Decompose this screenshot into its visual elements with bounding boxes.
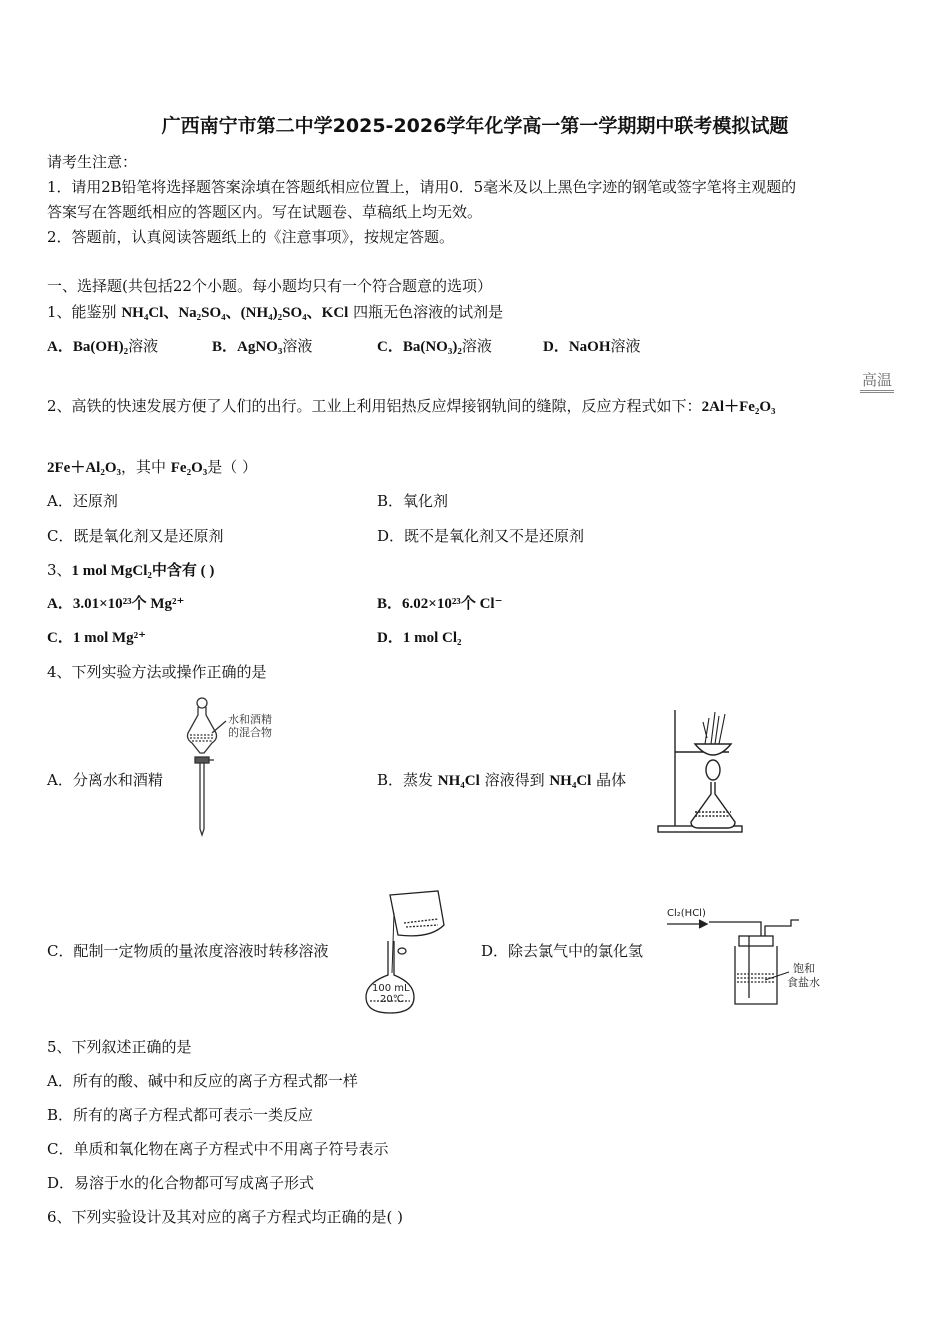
question-1-option-b[interactable] <box>212 336 312 357</box>
question-number: 2、 <box>47 397 72 415</box>
question-number: 1、 <box>47 303 72 321</box>
section-heading: 一、选择题(共包括22个小题。每小题均只有一个符合题意的选项） <box>47 277 492 295</box>
question-2-option-c[interactable]: C．既是氧化剂又是还原剂 <box>47 527 224 545</box>
question-2-option-d[interactable]: D．既不是氧化剂又不是还原剂 <box>377 527 585 545</box>
question-5-option-a[interactable]: A．所有的酸、碱中和反应的离子方程式都一样 <box>47 1072 358 1090</box>
option-formula: NaOH <box>568 339 611 355</box>
question-number: 6、 <box>47 1208 72 1226</box>
reaction-condition <box>860 370 894 390</box>
question-2-formula: Fe₂O₃ <box>170 460 208 476</box>
question-5-stem-text: 下列叙述正确的是 <box>71 1038 192 1056</box>
question-4-option-c[interactable]: C．配制一定物质的量浓度溶液时转移溶液 <box>47 942 329 960</box>
figure-a-label-line-1: 水和酒精 <box>228 713 272 726</box>
question-3-option-d[interactable] <box>377 628 462 648</box>
option-label: A． <box>47 596 73 612</box>
option-text: 溶液得到 <box>479 771 550 789</box>
option-text: 溶液 <box>461 337 492 355</box>
question-2-tail-a: ，其中 <box>120 458 171 476</box>
option-text: B．蒸发 <box>377 771 438 789</box>
question-4-option-b[interactable] <box>377 770 626 791</box>
reaction-condition-text: 高温 <box>860 371 894 393</box>
separatory-funnel-figure <box>182 693 287 841</box>
option-text: 个 Cl⁻ <box>460 596 503 612</box>
option-value: 1 mol Cl₂ <box>402 630 462 646</box>
option-formula: Ba(NO₃)₂ <box>402 339 462 355</box>
question-4-option-d[interactable]: D．除去氯气中的氯化氢 <box>481 942 644 960</box>
question-2-option-a[interactable]: A．还原剂 <box>47 492 118 510</box>
reaction-reactants: 2Al＋Fe₂O₃ <box>701 399 776 415</box>
evaporation-setup-figure <box>655 704 745 836</box>
figure-c-label-line-2: 20℃ <box>380 994 404 1005</box>
question-1-option-c[interactable] <box>377 336 492 357</box>
question-4-stem <box>47 662 267 682</box>
option-label: C． <box>47 630 73 646</box>
option-label: A． <box>47 339 73 355</box>
question-3-option-b[interactable] <box>377 594 502 614</box>
question-3-stem-tail: 中含有 ( ) <box>151 563 215 579</box>
notice-item-1-line-2: 答案写在答题纸相应的答题区内。写在试题卷、草稿纸上均无效。 <box>47 203 483 221</box>
question-5-option-d[interactable]: D．易溶于水的化合物都可写成离子形式 <box>47 1174 315 1192</box>
question-5-stem <box>47 1037 192 1057</box>
question-4-stem-text: 下列实验方法或操作正确的是 <box>71 663 267 681</box>
reaction-products: 2Fe＋Al₂O₃ <box>47 460 121 476</box>
question-4-option-a[interactable]: A．分离水和酒精 <box>47 771 163 789</box>
option-text: 溶液 <box>128 337 159 355</box>
question-1-stem-tail: 四瓶无色溶液的试剂是 <box>348 303 504 321</box>
question-6-stem-text: 下列实验设计及其对应的离子方程式均正确的是( ) <box>71 1208 404 1226</box>
question-number: 4、 <box>47 663 72 681</box>
question-3-formula: 1 mol MgCl₂ <box>71 563 152 579</box>
question-1-option-d[interactable] <box>543 336 641 357</box>
option-formula: NH₄Cl <box>549 773 592 789</box>
figure-c-label-line-1: 100 mL <box>372 983 410 994</box>
question-1-stem <box>47 302 503 323</box>
question-2-stem <box>47 396 776 417</box>
notice-heading: 请考生注意： <box>47 153 138 171</box>
option-formula: AgNO₃ <box>237 339 283 355</box>
option-value: 3.01×10²³ <box>72 596 132 612</box>
option-label: D． <box>377 630 403 646</box>
option-text: 晶体 <box>591 771 627 789</box>
notice-item-2: 2．答题前，认真阅读答题纸上的《注意事项》，按规定答题。 <box>47 228 455 246</box>
option-value: 6.02×10²³ <box>402 596 461 612</box>
question-2-option-b[interactable]: B．氧化剂 <box>377 492 449 510</box>
question-2-tail-c: 是（ ） <box>207 458 258 476</box>
option-formula: NH₄Cl <box>437 773 480 789</box>
figure-d-label-line-1: 饱和 <box>793 962 815 975</box>
option-text: 溶液 <box>282 337 313 355</box>
question-2-stem-continued <box>47 457 257 478</box>
option-text: 溶液 <box>610 337 641 355</box>
option-value: 1 mol Mg²⁺ <box>72 630 147 646</box>
notice-item-1-line-1: 1．请用2B铅笔将选择题答案涂填在答题纸相应位置上，请用0．5毫米及以上黑色字迹的钢笔或签字笔将主观题的 <box>47 178 797 196</box>
question-1-stem-text: 能鉴别 <box>71 303 122 321</box>
question-1-formulas: NH₄Cl、Na₂SO₄、(NH₄)₂SO₄、KCl <box>121 305 349 321</box>
page-title: 广西南宁市第二中学2025-2026学年化学高一第一学期期中联考模拟试题 <box>161 115 789 137</box>
question-number: 3、 <box>47 561 72 579</box>
question-5-option-b[interactable]: B．所有的离子方程式都可表示一类反应 <box>47 1106 314 1124</box>
question-5-option-c[interactable]: C．单质和氧化物在离子方程式中不用离子符号表示 <box>47 1140 389 1158</box>
figure-d-label-line-2: 食盐水 <box>787 976 820 989</box>
option-label: C． <box>377 339 403 355</box>
figure-d-gas-label: Cl₂(HCl) <box>667 908 706 919</box>
option-formula: Ba(OH)₂ <box>72 339 129 355</box>
question-number: 5、 <box>47 1038 72 1056</box>
option-label: B． <box>377 596 403 612</box>
option-label: B． <box>212 339 238 355</box>
question-1-option-a[interactable] <box>47 336 158 357</box>
option-label: D． <box>543 339 569 355</box>
volumetric-flask-transfer-figure <box>360 885 450 1020</box>
question-2-stem-text: 高铁的快速发展方便了人们的出行。工业上利用铝热反应焊接钢轨间的缝隙，反应方程式如下： <box>71 397 702 415</box>
gas-washing-bottle-figure <box>665 900 855 1012</box>
question-3-option-c[interactable] <box>47 628 146 648</box>
option-text: 个 Mg²⁺ <box>131 596 185 612</box>
question-6-stem <box>47 1207 403 1227</box>
figure-a-label-line-2: 的混合物 <box>228 726 272 739</box>
question-3-option-a[interactable] <box>47 594 184 614</box>
question-3-stem <box>47 560 214 581</box>
